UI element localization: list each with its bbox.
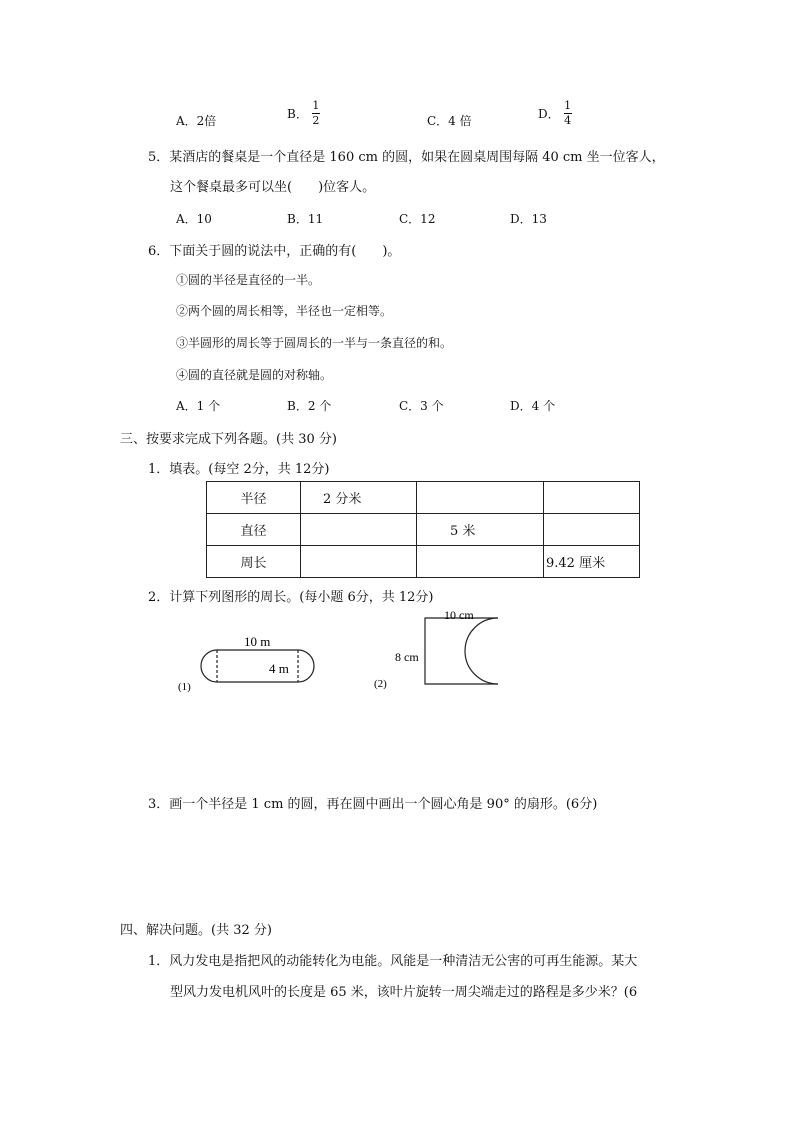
q6-option-b: B．2 个 — [287, 399, 332, 413]
q6-stem: 6．下面关于圆的说法中，正确的有( )。 — [148, 244, 401, 259]
figure-2-rect-semicircle — [370, 606, 510, 696]
table-cell[interactable] — [544, 482, 640, 514]
q4-option-d-prefix: D． — [538, 107, 560, 121]
q6-option-a: A．1 个 — [176, 399, 221, 413]
q4-option-b-prefix: B． — [287, 107, 308, 121]
q4-option-a: A．2倍 — [176, 114, 217, 128]
fig2-number: (2) — [374, 678, 387, 690]
fraction-denominator: 4 — [564, 114, 572, 127]
table-cell-header: 周长 — [207, 546, 301, 578]
s3-q1-stem: 1．填表。(每空 2分，共 12分) — [148, 462, 330, 477]
s4-q1-line-1: 1．风力发电是指把风的动能转化为电能。风能是一种清洁无公害的可再生能源。某大 — [148, 954, 638, 969]
q5-option-c: C．12 — [399, 212, 436, 226]
table-cell[interactable]: 2 分米 — [301, 482, 417, 514]
q4-option-d-fraction — [564, 100, 572, 127]
q6-statement-3: ③半圆形的周长等于圆周长的一半与一条直径的和。 — [176, 336, 453, 350]
fig2-side-label: 8 cm — [395, 650, 419, 664]
table-row — [207, 482, 640, 514]
section-4-title: 四、解决问题。(共 32 分) — [120, 923, 272, 938]
q5-option-b: B．11 — [287, 212, 324, 226]
fraction-numerator: 1 — [312, 99, 320, 112]
table-cell[interactable]: 5 米 — [417, 514, 544, 546]
fill-in-table — [206, 481, 640, 578]
fig1-number: (1) — [178, 681, 191, 693]
figure-1-stadium — [170, 630, 330, 694]
q6-option-d: D．4 个 — [510, 399, 556, 413]
q5-line-1: 5．某酒店的餐桌是一个直径是 160 cm 的圆，如果在圆桌周围每隔 40 cm 坐一位客人， — [148, 150, 665, 165]
q6-statement-1: ①圆的半径是直径的一半。 — [176, 273, 321, 287]
q4-option-b-fraction — [312, 100, 320, 127]
table-cell[interactable]: 9.42 厘米 — [544, 546, 640, 578]
table-row — [207, 514, 640, 546]
q4-option-d — [538, 100, 572, 127]
q5-option-a: A．10 — [176, 212, 212, 226]
table-cell-header: 直径 — [207, 514, 301, 546]
table-cell[interactable] — [544, 514, 640, 546]
fraction-numerator: 1 — [564, 99, 572, 112]
fig1-length-label: 10 m — [244, 634, 271, 649]
s3-q2-stem: 2．计算下列图形的周长。(每小题 6分，共 12分) — [148, 590, 434, 605]
fig1-width-label: 4 m — [269, 661, 289, 676]
q5-line-2: 这个餐桌最多可以坐( )位客人。 — [170, 180, 376, 195]
q6-statement-2: ②两个圆的周长相等，半径也一定相等。 — [176, 304, 393, 318]
table-cell[interactable] — [417, 546, 544, 578]
q4-option-b — [287, 100, 320, 127]
table-row — [207, 546, 640, 578]
q6-statement-4: ④圆的直径就是圆的对称轴。 — [176, 368, 333, 382]
table-cell[interactable] — [301, 546, 417, 578]
table-cell-header: 半径 — [207, 482, 301, 514]
s4-q1-line-2: 型风力发电机风叶的长度是 65 米，该叶片旋转一周尖端走过的路程是多少米？(6 — [170, 985, 638, 1000]
s3-q3-stem: 3．画一个半径是 1 cm 的圆，再在圆中画出一个圆心角是 90° 的扇形。(6分) — [148, 797, 598, 812]
table-cell[interactable] — [301, 514, 417, 546]
fig2-top-label: 10 cm — [444, 608, 474, 622]
table-cell[interactable] — [417, 482, 544, 514]
section-3-title: 三、按要求完成下列各题。(共 30 分) — [120, 432, 337, 447]
q4-option-c: C．4 倍 — [427, 114, 472, 128]
q5-option-d: D．13 — [510, 212, 547, 226]
fraction-denominator: 2 — [312, 114, 320, 127]
q6-option-c: C．3 个 — [399, 399, 444, 413]
